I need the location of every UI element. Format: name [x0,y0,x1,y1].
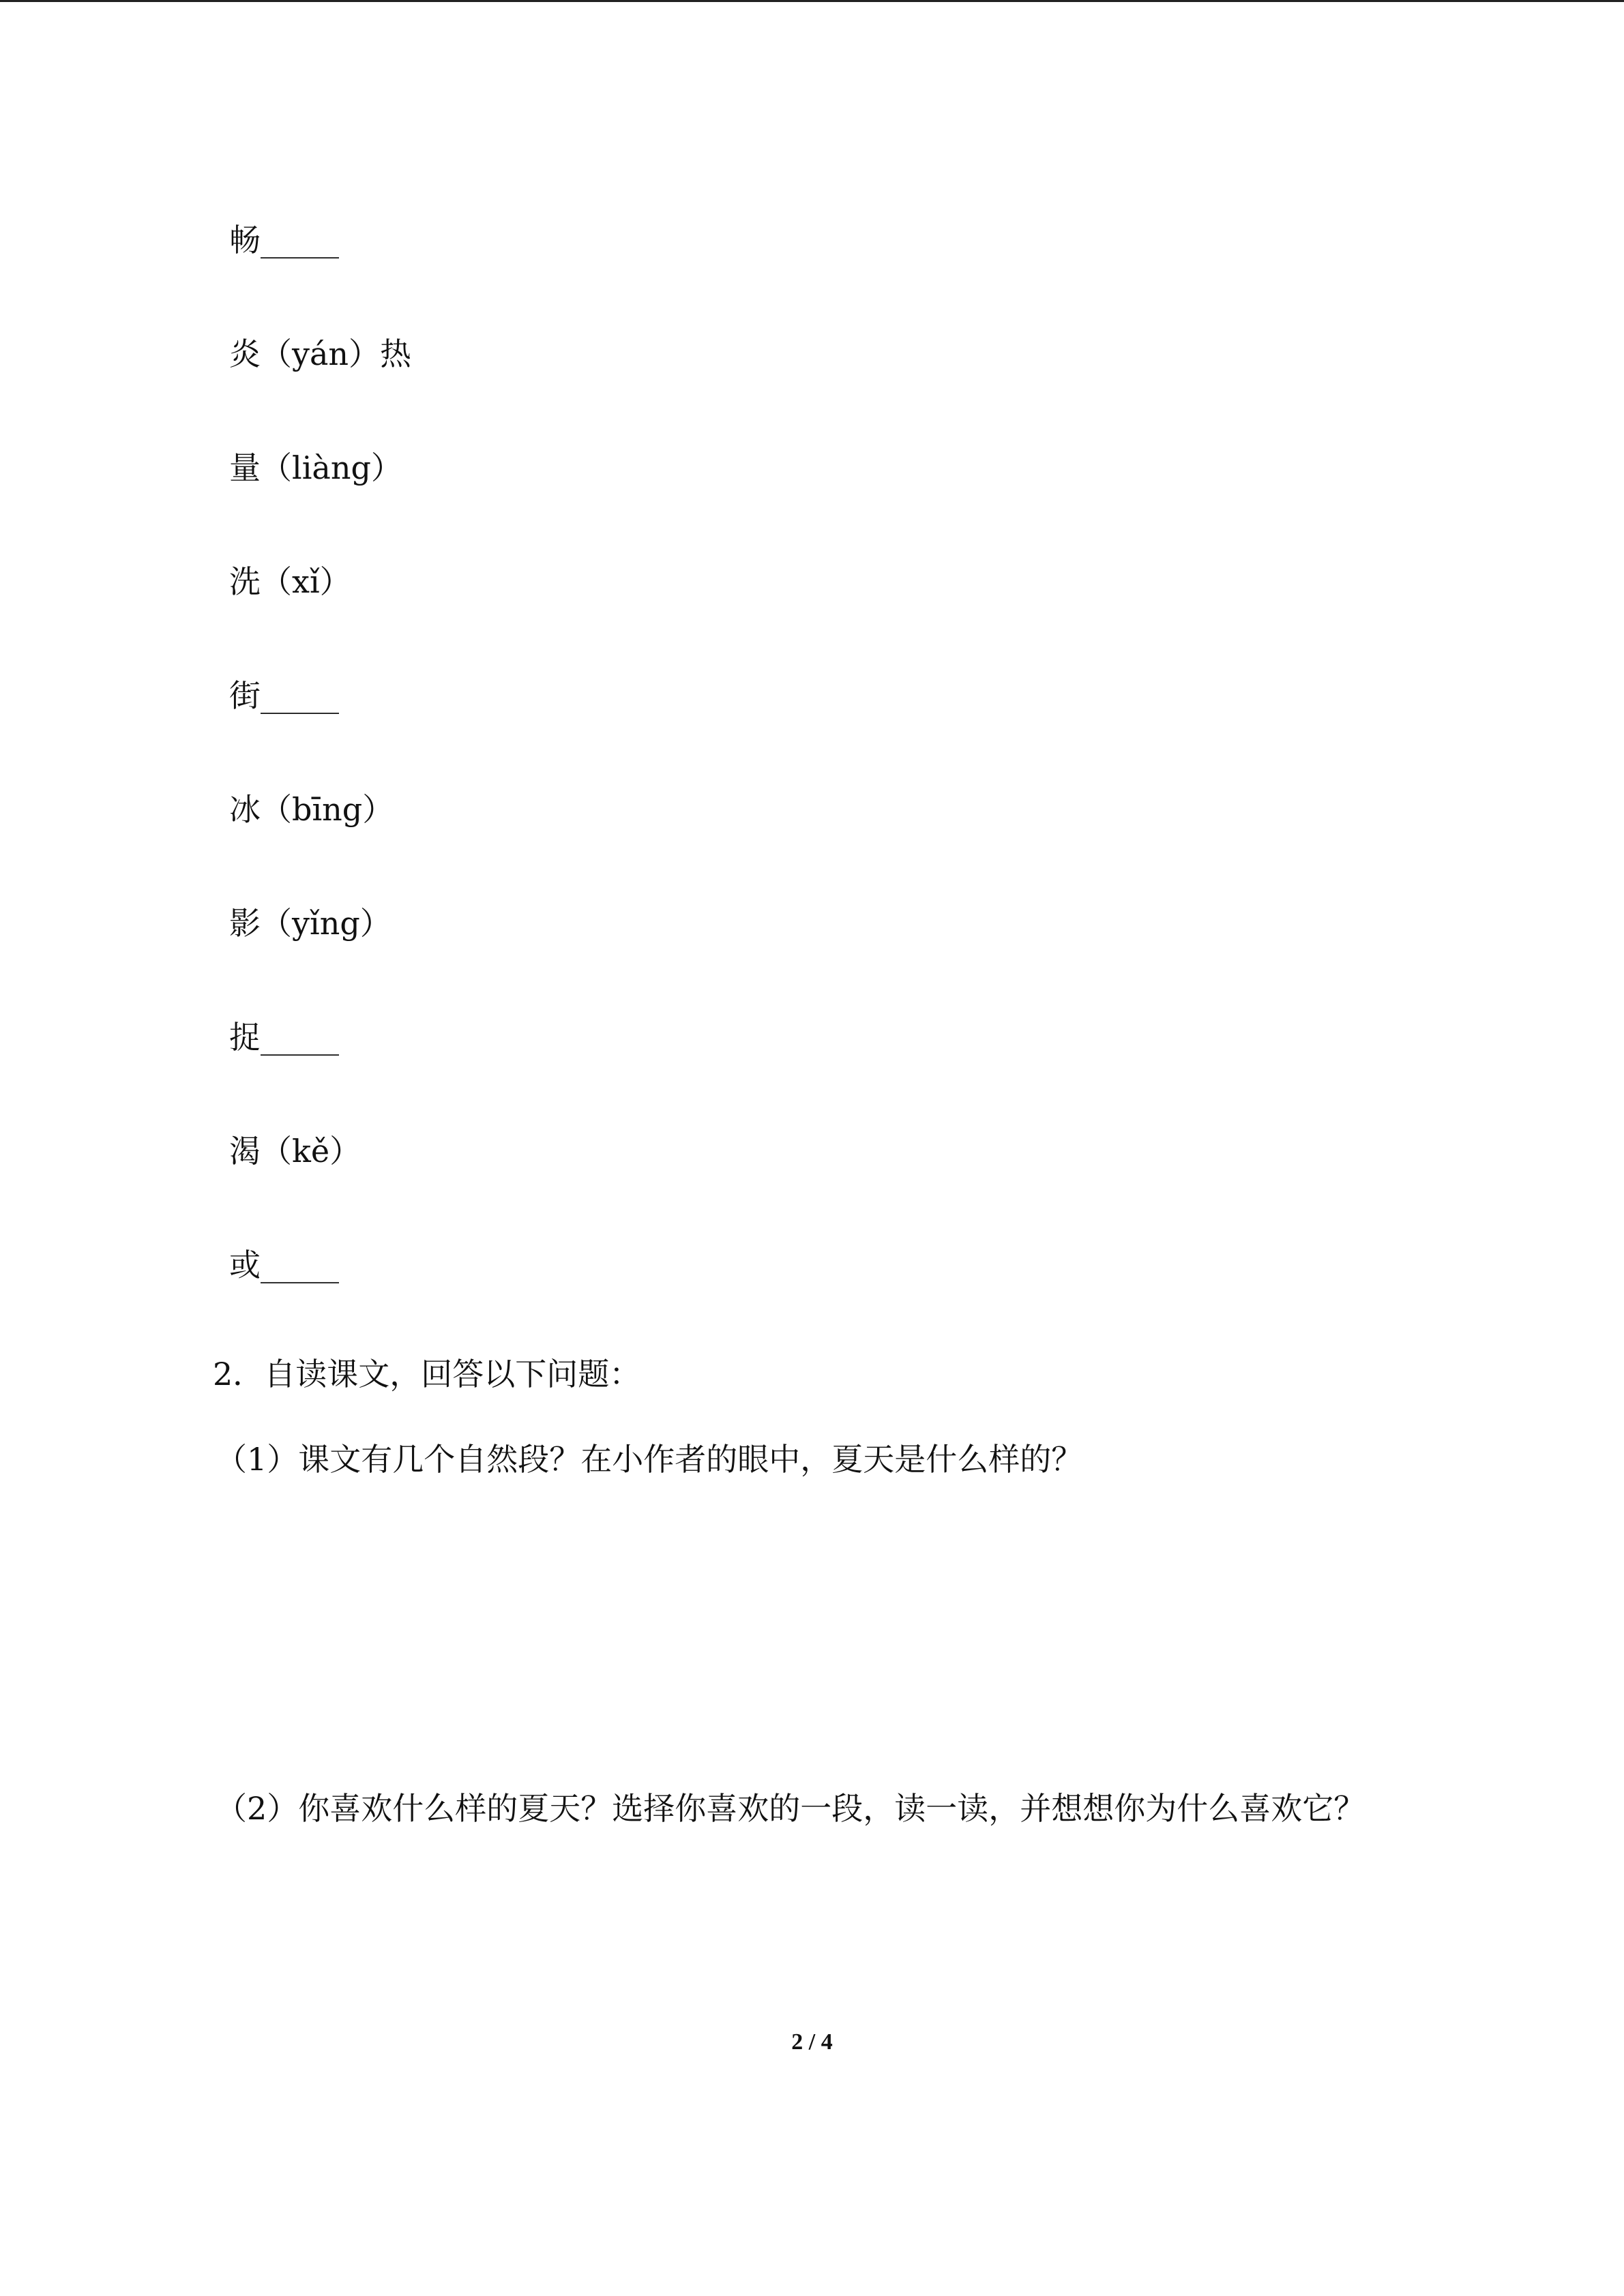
vocab-item-ying: 影（yǐng） [229,905,392,942]
section-2-heading: 2．自读课文，回答以下问题： [213,1356,641,1392]
vocab-item-yanre: 炎（yán）热 [229,336,412,372]
question-1: （1）课文有几个自然段？在小作者的眼中，夏天是什么样的？ [216,1441,1083,1478]
vocab-item-ke: 渴（kě） [229,1133,361,1169]
vocab-item-chang: 畅_____ [229,222,339,258]
page-top-border [0,0,1624,2]
question-2: （2）你喜欢什么样的夏天？选择你喜欢的一段，读一读，并想想你为什么喜欢它？ [216,1790,1365,1827]
vocab-item-huo: 或_____ [229,1247,339,1283]
page-number: 2 / 4 [791,2029,833,2055]
vocab-item-zhuo: 捉_____ [229,1019,339,1056]
vocab-item-liang: 量（liàng） [229,449,402,486]
vocab-item-bing: 冰（bīng） [229,791,394,828]
vocab-item-jie: 街_____ [229,677,339,714]
vocab-item-xi: 洗（xǐ） [229,563,351,600]
